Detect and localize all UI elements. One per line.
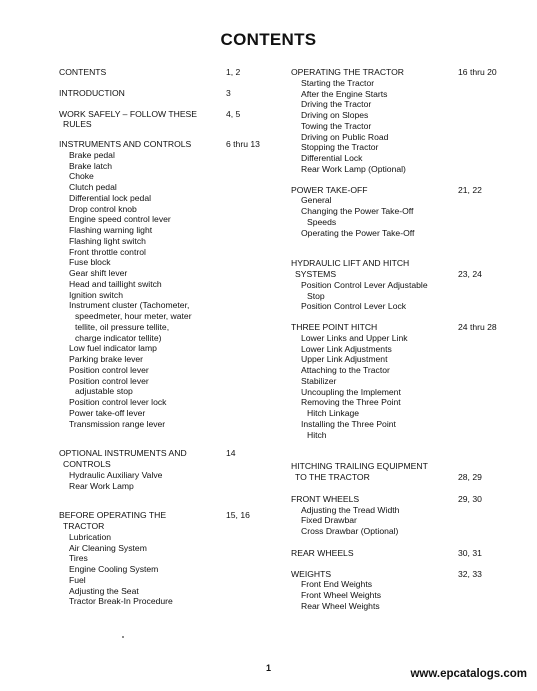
toc-subitem: Attaching to the Tractor	[301, 365, 390, 375]
toc-subitem: Position control lever lock	[69, 397, 167, 407]
toc-section[interactable]	[291, 494, 521, 537]
toc-subitem: tellite, oil pressure tellite,	[75, 321, 170, 332]
toc-subitem: General	[301, 195, 332, 206]
toc-heading-line: CONTENTS	[59, 67, 107, 77]
toc-section[interactable]	[59, 109, 269, 131]
toc-section[interactable]	[59, 139, 269, 429]
toc-subitem: Starting the Tractor	[301, 77, 375, 88]
toc-section-heading	[291, 258, 521, 280]
toc-section-heading	[59, 88, 269, 99]
toc-subitem: Fuel	[69, 574, 86, 585]
toc-section[interactable]	[291, 322, 521, 440]
toc-subitem: Adjusting the Seat	[69, 585, 139, 596]
toc-heading-line: INSTRUMENTS AND CONTROLS	[59, 139, 192, 149]
toc-subitem: Choke	[69, 171, 94, 182]
toc-section[interactable]	[59, 67, 269, 78]
toc-heading-line: WORK SAFELY – FOLLOW THESE	[59, 108, 198, 119]
toc-subitem: Rear Work Lamp (Optional)	[301, 163, 406, 174]
toc-subitem: Drop control knob	[69, 203, 137, 214]
toc-section[interactable]	[59, 448, 269, 491]
toc-section-heading	[291, 548, 521, 559]
toc-subitem: After the Engine Starts	[301, 88, 388, 99]
toc-subitem: Brake pedal	[69, 149, 115, 160]
toc-subitem: Hitch Linkage	[307, 408, 360, 418]
toc-subitem: Driving on Public Road	[301, 131, 389, 142]
toc-subitem: Cross Drawbar (Optional)	[301, 526, 399, 536]
toc-subitem: Front throttle control	[69, 246, 146, 257]
toc-heading-line: TO THE TRACTOR	[295, 472, 370, 482]
toc-heading-line: SYSTEMS	[295, 269, 337, 279]
toc-page-range: 23, 24	[458, 269, 482, 279]
toc-heading-line: POWER TAKE-OFF	[291, 184, 368, 195]
toc-subitem: Stopping the Tractor	[301, 142, 379, 153]
toc-subitem: Front End Weights	[301, 579, 373, 590]
toc-page-range: 15, 16	[226, 510, 250, 521]
toc-subitem: Position Control Lever Adjustable	[301, 279, 428, 290]
watermark: www.epcatalogs.com	[410, 668, 527, 680]
toc-subitem: Low fuel indicator lamp	[69, 343, 157, 354]
toc-subitem: Power take-off lever	[69, 407, 146, 418]
toc-subitem: Hitch	[307, 429, 327, 440]
toc-section[interactable]	[291, 569, 521, 612]
toc-section[interactable]	[291, 185, 521, 239]
toc-subitem: Parking brake lever	[69, 354, 144, 364]
toc-subitem: Adjusting the Tread Width	[301, 504, 400, 515]
toc-heading-line: HYDRAULIC LIFT AND HITCH	[291, 258, 410, 269]
toc-subitem: Flashing light switch	[69, 235, 146, 246]
toc-subitem: speedmeter, hour meter, water	[75, 311, 192, 321]
toc-subitem: Installing the Three Point	[301, 418, 396, 429]
toc-subitem: Tires	[69, 553, 88, 564]
toc-subitem: Differential lock pedal	[69, 192, 152, 203]
toc-page-range: 16 thru 20	[458, 67, 497, 77]
toc-page-range: 32, 33	[458, 568, 482, 579]
toc-subitem: Rear Work Lamp	[69, 480, 134, 491]
toc-subitem: Driving on Slopes	[301, 110, 369, 120]
toc-subitem: Position control lever	[69, 364, 149, 375]
toc-subitem: Position Control Lever Lock	[301, 301, 407, 312]
toc-subitem: Differential Lock	[301, 153, 363, 163]
toc-subitem: Ignition switch	[69, 289, 123, 300]
toc-heading-line: INTRODUCTION	[59, 87, 125, 98]
toc-section[interactable]	[59, 510, 269, 607]
toc-subitem: Transmission range lever	[69, 418, 166, 429]
toc-subitem: Speeds	[307, 216, 337, 227]
toc-heading-line: RULES	[63, 119, 92, 130]
toc-heading-line: BEFORE OPERATING THE	[59, 510, 167, 521]
toc-subitem: Driving the Tractor	[301, 99, 372, 110]
toc-subitem: Changing the Power Take-Off	[301, 206, 414, 216]
toc-subitem: Air Cleaning System	[69, 542, 147, 553]
toc-heading-line: WEIGHTS	[291, 568, 332, 579]
toc-section-heading	[59, 448, 269, 470]
toc-page-range: 1, 2	[226, 67, 241, 77]
toc-subitem: Stabilizer	[301, 375, 337, 386]
toc-subitem: Engine speed control lever	[69, 214, 171, 225]
page-title: CONTENTS	[220, 30, 317, 49]
toc-subitem: Engine Cooling System	[69, 564, 159, 574]
toc-page-range: 6 thru 13	[226, 139, 260, 149]
toc-heading-line: FRONT WHEELS	[291, 493, 360, 504]
toc-subitem: Brake latch	[69, 160, 112, 171]
toc-subitem: Head and taillight switch	[69, 278, 162, 289]
toc-subitem: Removing the Three Point	[301, 397, 401, 408]
toc-section-heading	[291, 494, 521, 505]
toc-subitem: charge indicator tellite)	[75, 332, 162, 343]
toc-heading-line: OPTIONAL INSTRUMENTS AND	[59, 448, 187, 459]
toc-subitem: Stop	[307, 290, 325, 301]
toc-section[interactable]	[291, 258, 521, 312]
toc-page-range: 24 thru 28	[458, 322, 497, 332]
toc-right-column	[291, 67, 521, 612]
toc-subitem: Lower Link Adjustments	[301, 343, 392, 354]
toc-heading-line: OPERATING THE TRACTOR	[291, 67, 405, 77]
toc-subitem: Instrument cluster (Tachometer,	[69, 300, 190, 311]
toc-heading-line: CONTROLS	[63, 459, 111, 469]
toc-heading-line: HITCHING TRAILING EQUIPMENT	[291, 461, 428, 472]
toc-section-heading	[291, 461, 521, 483]
toc-subitem: Clutch pedal	[69, 182, 117, 192]
toc-section-heading	[291, 185, 521, 196]
toc-section-heading	[291, 569, 521, 580]
toc-subitem: Upper Link Adjustment	[301, 354, 388, 365]
toc-subitem: Gear shift lever	[69, 268, 128, 278]
toc-subitem: Rear Wheel Weights	[301, 600, 380, 611]
toc-page-range: 3	[226, 87, 231, 98]
toc-left-column	[59, 67, 269, 607]
toc-subitem: Position control lever	[69, 375, 149, 386]
toc-section[interactable]	[291, 461, 521, 483]
toc-page-range: 14	[226, 448, 236, 459]
toc-heading-line: REAR WHEELS	[291, 547, 354, 558]
page-number: 1	[265, 663, 271, 673]
toc-heading-line: THREE POINT HITCH	[291, 322, 378, 332]
toc-subitem: Fuse block	[69, 257, 111, 268]
toc-subitem: Towing the Tractor	[301, 120, 372, 131]
toc-page-range: 21, 22	[458, 184, 482, 195]
toc-section[interactable]	[291, 548, 521, 559]
toc-subitem: Flashing warning light	[69, 225, 153, 235]
toc-page-range: 28, 29	[458, 472, 482, 482]
toc-page-range: 30, 31	[458, 547, 482, 558]
speck-mark	[122, 636, 124, 638]
toc-subitem: Tractor Break-In Procedure	[69, 596, 173, 607]
toc-section[interactable]	[59, 88, 269, 99]
toc-subitem: Lower Links and Upper Link	[301, 332, 408, 343]
toc-page-range: 4, 5	[226, 108, 241, 119]
toc-subitem: Fixed Drawbar	[301, 515, 357, 526]
toc-subitem: adjustable stop	[75, 386, 133, 397]
toc-subitem: Operating the Power Take-Off	[301, 227, 415, 238]
toc-section[interactable]	[291, 67, 521, 175]
toc-subitem: Lubrication	[69, 531, 112, 542]
toc-page-range: 29, 30	[458, 493, 482, 504]
toc-subitem: Hydraulic Auxiliary Valve	[69, 469, 163, 480]
toc-subitem: Front Wheel Weights	[301, 590, 382, 600]
toc-subitem: Uncoupling the Implement	[301, 386, 401, 397]
toc-heading-line: TRACTOR	[63, 521, 105, 531]
